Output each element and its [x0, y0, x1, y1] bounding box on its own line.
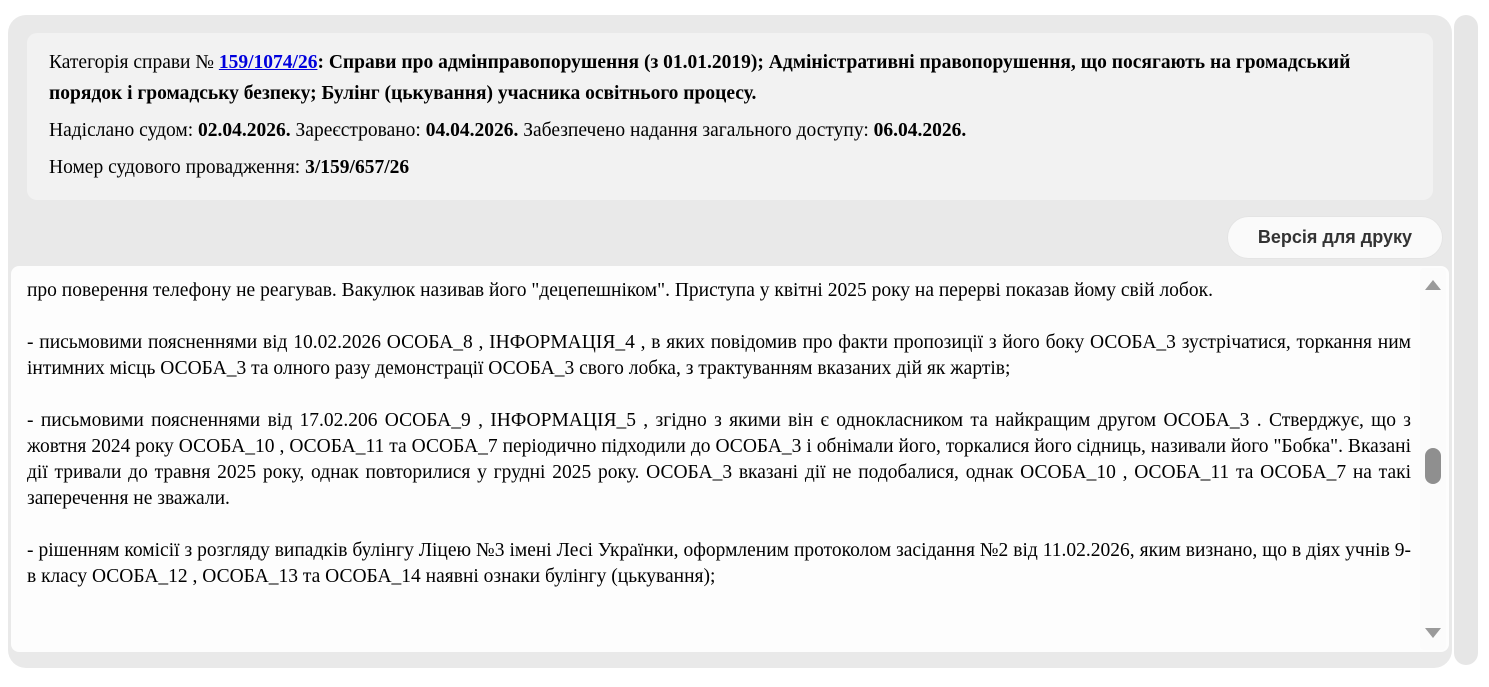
- case-card: [8, 15, 1452, 668]
- scroll-down-arrow-icon[interactable]: [1425, 628, 1441, 638]
- decision-text: [11, 266, 1413, 652]
- page-scrollbar-thumb[interactable]: [1454, 15, 1478, 665]
- case-number-link[interactable]: 159/1074/26: [218, 52, 318, 73]
- sent-by-court-date: 02.04.2026.: [198, 120, 291, 141]
- text-scrollbar-track[interactable]: [1420, 268, 1446, 650]
- proceeding-number-value: 3/159/657/26: [305, 157, 410, 178]
- scroll-up-arrow-icon[interactable]: [1425, 280, 1441, 290]
- case-category-label: Категорія справи №: [49, 52, 214, 73]
- text-scrollbar-thumb[interactable]: [1425, 448, 1441, 484]
- decision-paragraph: про поверення телефону не реагував. Вакулюк називав його "децепешніком". Приступа у квітні 2025 року на перерві показав йому свій лобок.: [27, 280, 1213, 301]
- proceeding-number-line: [49, 152, 1413, 183]
- sent-by-court-label: Надіслано судом:: [49, 120, 194, 141]
- public-access-label: Забезпечено надання загального доступу:: [523, 120, 869, 141]
- public-access-date: 06.04.2026.: [873, 120, 967, 141]
- decision-paragraph: - письмовими поясненнями від 17.02.206 ОСОБА_9 , ІНФОРМАЦІЯ_5 , згідно з якими він є однокласником та найкращим другом ОСОБА_3 . Стверджує, що з жовтня 2024 року ОСОБА_10 , ОСОБА_11 та ОСОБА_7 періодично підходили до ОСОБА_3 і обнімали його, торкалися його сідниць, називали його "Бобка". Вказані дії тривали до травня 2025 року, однак повторилися у грудні 2025 року. ОСОБА_3 вказані дії не подобалися, однак ОСОБА_10 , ОСОБА_11 та ОСОБА_7 на такі заперечення не зважали.: [27, 410, 1411, 509]
- decision-text-box[interactable]: [11, 266, 1449, 652]
- case-category-line: [49, 47, 1413, 109]
- proceeding-number-label: Номер судового провадження:: [49, 157, 301, 178]
- case-header-panel: [27, 33, 1433, 200]
- print-version-button[interactable]: Версія для друку: [1228, 217, 1442, 258]
- case-category-text: : Справи про адмінправопорушення (з 01.01.2019); Адміністративні правопорушення, що посягають на громадський порядок і громадську безпеку; Булінг (цькування) учасника освітнього процесу.: [49, 52, 1351, 104]
- decision-paragraph: - письмовими поясненнями від 10.02.2026 ОСОБА_8 , ІНФОРМАЦІЯ_4 , в яких повідомив про факти пропозиції з його боку ОСОБА_3 зустрічатися, торкання ним інтимних місць ОСОБА_3 та олного разу демонстрації ОСОБА_3 свого лобка, з трактуванням вказаних дій як жартів;: [27, 332, 1411, 379]
- case-dates-line: [49, 115, 1413, 146]
- registered-label: Зареєстровано:: [295, 120, 421, 141]
- decision-paragraph: - рішенням комісії з розгляду випадків булінгу Ліцею №3 імені Лесі Українки, оформленим протоколом засідання №2 від 11.02.2026, яким визнано, що в діях учнів 9-в класу ОСОБА_12 , ОСОБА_13 та ОСОБА_14 наявні ознаки булінгу (цькування);: [27, 540, 1411, 587]
- registered-date: 04.04.2026.: [425, 120, 519, 141]
